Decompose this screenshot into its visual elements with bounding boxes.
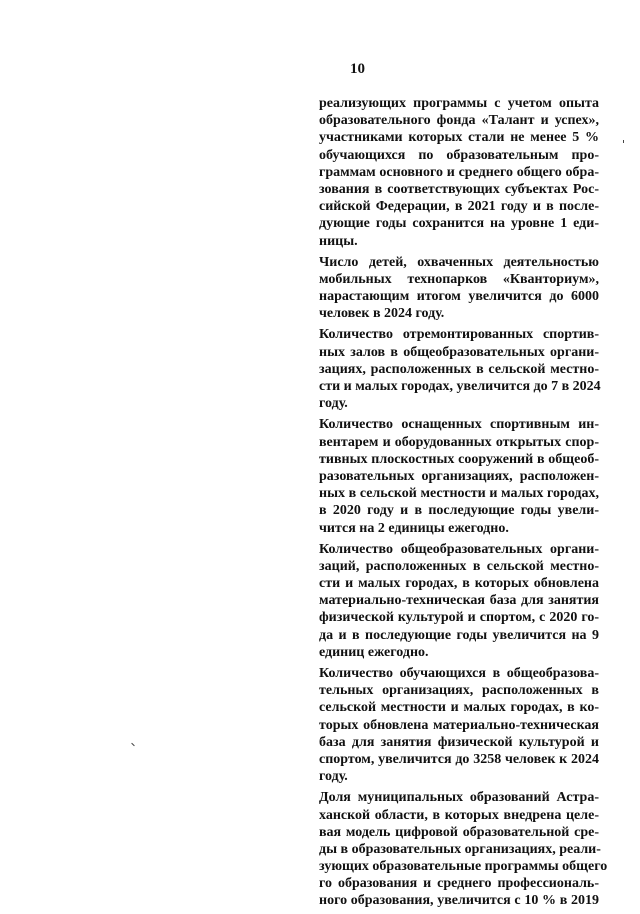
text-line: спортом, увеличится до 3258 человек к 2024 — [319, 751, 599, 767]
text-line: участниками которых стали не менее 5 % — [319, 130, 599, 146]
text-line: сийской Федерации, в 2021 году и в после- — [319, 199, 599, 215]
paragraph — [319, 416, 599, 536]
paragraph — [319, 665, 599, 785]
text-line: нарастающим итогом увеличится до 6000 — [319, 289, 599, 305]
text-line: вая модель цифровой образовательной сре- — [319, 824, 599, 840]
text-line: сельской местности и малых городах, в ко- — [319, 700, 599, 716]
text-line: обучающихся по образовательным про- — [319, 147, 599, 163]
text-line: мобильных технопарков «Кванториум», — [319, 271, 599, 287]
text-line: году. — [319, 769, 348, 785]
text-line: ды в образовательных организациях, реали- — [319, 841, 601, 857]
text-line: зующих образовательные программы общего — [319, 859, 608, 875]
text-line: материально-техническая база для занятия — [319, 593, 599, 609]
text-line: образовательного фонда «Талант и успех», — [319, 113, 599, 129]
text-line: Доля муниципальных образований Астра- — [319, 790, 599, 806]
paragraph — [319, 254, 599, 323]
scan-speck — [131, 743, 135, 747]
text-line: человек в 2024 году. — [319, 306, 445, 322]
text-line: единиц ежегодно. — [319, 644, 429, 660]
text-line: база для занятия физической культурой и — [319, 734, 599, 750]
scan-speck — [623, 140, 624, 143]
text-line: торых обновлена материально-техническая — [319, 717, 599, 733]
text-line: сти и малых городах, в которых обновлена — [319, 576, 599, 592]
text-line: го образования и среднего профессиональ- — [319, 876, 599, 892]
text-line: году. — [319, 396, 348, 412]
text-column — [319, 95, 608, 914]
paragraph — [319, 326, 599, 412]
paragraph — [319, 789, 608, 909]
text-line: реализующих программы с учетом опыта — [319, 96, 599, 111]
paragraph — [319, 541, 599, 661]
text-line: ханской области, в которых внедрена целе- — [319, 807, 599, 823]
text-line: дующие годы сохранится на уровне 1 еди- — [319, 216, 599, 232]
text-line: да и в последующие годы увеличится на 9 — [319, 627, 599, 643]
text-line: Количество общеобразовательных органи- — [319, 541, 599, 557]
text-line: тивных плоскостных сооружений в общеоб- — [319, 451, 599, 467]
text-line: сти и малых городах, увеличится до 7 в 2024 — [319, 379, 601, 394]
text-line: ного образования, увеличится с 10 % в 2019 — [319, 893, 599, 909]
text-line: зациях, расположенных в сельской местно- — [319, 361, 599, 377]
text-line: тельных организациях, расположенных в — [319, 683, 599, 699]
text-line: ных в сельской местности и малых городах, — [319, 486, 599, 502]
text-line: физической культурой и спортом, с 2020 го- — [319, 610, 599, 626]
text-line: граммам основного и среднего общего обра- — [319, 164, 599, 180]
text-line: Число детей, охваченных деятельностью — [319, 254, 599, 270]
text-line: Количество оснащенных спортивным ин- — [319, 417, 599, 433]
text-line: зования в соответствующих субъектах Рос- — [319, 181, 599, 197]
text-line: ных залов в общеобразовательных органи- — [319, 344, 599, 360]
text-line: Количество обучающихся в общеобразова- — [319, 666, 599, 681]
text-line: заций, расположенных в сельской местно- — [319, 558, 599, 574]
page-number: 10 — [350, 61, 365, 77]
text-line: в 2020 году и в последующие годы увели- — [319, 503, 599, 519]
text-line: разовательных организациях, расположен- — [319, 468, 599, 484]
paragraph — [319, 95, 599, 250]
text-line: чится на 2 единицы ежегодно. — [319, 520, 509, 536]
text-line: Количество отремонтированных спортив- — [319, 327, 599, 343]
text-line: ницы. — [319, 233, 358, 249]
text-line: вентарем и оборудованных открытых спор- — [319, 434, 599, 450]
